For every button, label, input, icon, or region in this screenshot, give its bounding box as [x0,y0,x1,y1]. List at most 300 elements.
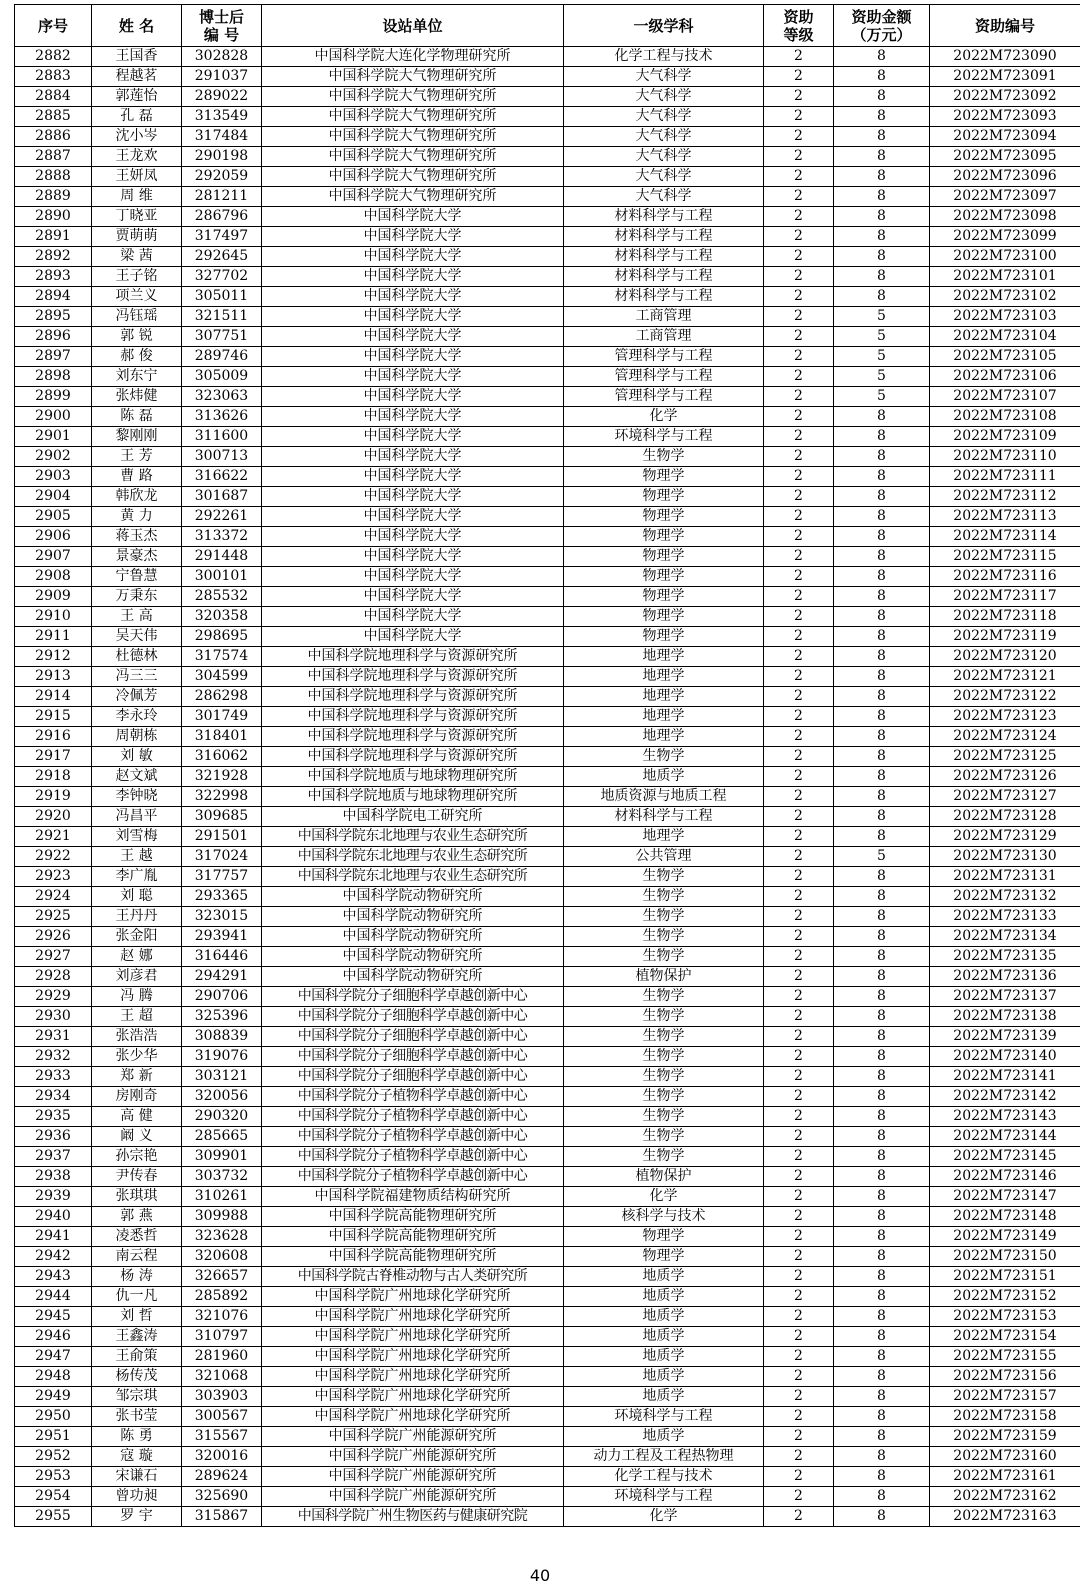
cell-amount: 5 [834,327,930,347]
cell-unit: 中国科学院大连化学物理研究所 [262,47,564,67]
cell-funding-no: 2022M723091 [930,67,1080,87]
cell-subject: 生物学 [564,927,764,947]
table-row [15,367,1080,387]
cell-funding-no: 2022M723103 [930,307,1080,327]
cell-level: 2 [764,967,834,987]
cell-unit: 中国科学院动物研究所 [262,947,564,967]
cell-postdoc-no: 290320 [182,1107,262,1127]
cell-unit: 中国科学院大学 [262,327,564,347]
cell-subject: 材料科学与工程 [564,227,764,247]
cell-funding-no: 2022M723136 [930,967,1080,987]
cell-postdoc-no: 321511 [182,307,262,327]
cell-funding-no: 2022M723163 [930,1507,1080,1527]
cell-name: 冯 腾 [92,987,182,1007]
table-row [15,907,1080,927]
cell-seq: 2921 [15,827,92,847]
cell-level: 2 [764,187,834,207]
cell-unit: 中国科学院大学 [262,487,564,507]
cell-name: 韩欣龙 [92,487,182,507]
cell-seq: 2954 [15,1487,92,1507]
cell-level: 2 [764,807,834,827]
cell-level: 2 [764,467,834,487]
cell-name: 郭 燕 [92,1207,182,1227]
cell-seq: 2909 [15,587,92,607]
cell-level: 2 [764,1027,834,1047]
cell-funding-no: 2022M723127 [930,787,1080,807]
cell-amount: 5 [834,387,930,407]
cell-funding-no: 2022M723105 [930,347,1080,367]
cell-subject: 生物学 [564,887,764,907]
cell-seq: 2933 [15,1067,92,1087]
cell-postdoc-no: 289022 [182,87,262,107]
cell-seq: 2896 [15,327,92,347]
cell-funding-no: 2022M723098 [930,207,1080,227]
cell-name: 仇一凡 [92,1287,182,1307]
table-row [15,567,1080,587]
cell-name: 尹传春 [92,1167,182,1187]
cell-subject: 地质学 [564,1427,764,1447]
header-amount-line2: （万元） [851,25,912,44]
cell-level: 2 [764,987,834,1007]
cell-amount: 8 [834,1247,930,1267]
cell-seq: 2883 [15,67,92,87]
cell-level: 2 [764,687,834,707]
cell-seq: 2951 [15,1427,92,1447]
table-row [15,527,1080,547]
cell-name: 王丹丹 [92,907,182,927]
cell-level: 2 [764,747,834,767]
cell-amount: 8 [834,1127,930,1147]
cell-seq: 2898 [15,367,92,387]
cell-subject: 地理学 [564,827,764,847]
cell-amount: 8 [834,887,930,907]
cell-funding-no: 2022M723114 [930,527,1080,547]
cell-name: 孔 磊 [92,107,182,127]
cell-level: 2 [764,227,834,247]
cell-subject: 物理学 [564,467,764,487]
cell-postdoc-no: 290706 [182,987,262,1007]
cell-name: 杜德林 [92,647,182,667]
cell-level: 2 [764,267,834,287]
cell-name: 周 维 [92,187,182,207]
cell-amount: 8 [834,427,930,447]
cell-subject: 生物学 [564,1107,764,1127]
cell-postdoc-no: 291448 [182,547,262,567]
cell-subject: 大气科学 [564,127,764,147]
cell-seq: 2888 [15,167,92,187]
table-row [15,1487,1080,1507]
cell-level: 2 [764,507,834,527]
cell-name: 赵文斌 [92,767,182,787]
cell-level: 2 [764,1427,834,1447]
cell-name: 张琪琪 [92,1187,182,1207]
cell-subject: 大气科学 [564,167,764,187]
cell-name: 景豪杰 [92,547,182,567]
cell-funding-no: 2022M723096 [930,167,1080,187]
cell-level: 2 [764,1207,834,1227]
cell-postdoc-no: 313549 [182,107,262,127]
cell-name: 王鑫涛 [92,1327,182,1347]
cell-subject: 物理学 [564,627,764,647]
table-row [15,627,1080,647]
header-seq: 序号 [15,5,92,47]
cell-seq: 2886 [15,127,92,147]
table-row [15,1147,1080,1167]
cell-name: 刘东宁 [92,367,182,387]
cell-level: 2 [764,1507,834,1527]
cell-postdoc-no: 323628 [182,1227,262,1247]
cell-amount: 8 [834,67,930,87]
cell-level: 2 [764,1047,834,1067]
cell-unit: 中国科学院大学 [262,367,564,387]
cell-seq: 2935 [15,1107,92,1127]
cell-seq: 2930 [15,1007,92,1027]
cell-unit: 中国科学院地理科学与资源研究所 [262,727,564,747]
cell-funding-no: 2022M723162 [930,1487,1080,1507]
cell-postdoc-no: 302828 [182,47,262,67]
cell-seq: 2918 [15,767,92,787]
cell-subject: 地质资源与地质工程 [564,787,764,807]
cell-seq: 2948 [15,1367,92,1387]
cell-seq: 2929 [15,987,92,1007]
cell-name: 王俞策 [92,1347,182,1367]
cell-name: 王妍凤 [92,167,182,187]
table-row [15,547,1080,567]
table-row [15,47,1080,67]
cell-name: 王子铭 [92,267,182,287]
cell-subject: 地质学 [564,1327,764,1347]
cell-amount: 8 [834,627,930,647]
cell-funding-no: 2022M723144 [930,1127,1080,1147]
cell-amount: 8 [834,707,930,727]
cell-level: 2 [764,247,834,267]
cell-unit: 中国科学院东北地理与农业生态研究所 [262,847,564,867]
cell-unit: 中国科学院高能物理研究所 [262,1227,564,1247]
cell-funding-no: 2022M723120 [930,647,1080,667]
cell-subject: 地质学 [564,1367,764,1387]
cell-subject: 环境科学与工程 [564,1487,764,1507]
cell-funding-no: 2022M723130 [930,847,1080,867]
cell-name: 宋谦石 [92,1467,182,1487]
cell-postdoc-no: 317757 [182,867,262,887]
cell-subject: 材料科学与工程 [564,287,764,307]
cell-postdoc-no: 309685 [182,807,262,827]
cell-seq: 2904 [15,487,92,507]
cell-amount: 8 [834,767,930,787]
cell-seq: 2950 [15,1407,92,1427]
cell-unit: 中国科学院福建物质结构研究所 [262,1187,564,1207]
cell-subject: 生物学 [564,1127,764,1147]
cell-subject: 地理学 [564,707,764,727]
cell-amount: 8 [834,1367,930,1387]
cell-amount: 8 [834,1047,930,1067]
cell-unit: 中国科学院分子植物科学卓越创新中心 [262,1087,564,1107]
cell-name: 张少华 [92,1047,182,1067]
cell-name: 曾功昶 [92,1487,182,1507]
cell-postdoc-no: 304599 [182,667,262,687]
table-row [15,1067,1080,1087]
cell-funding-no: 2022M723121 [930,667,1080,687]
cell-seq: 2900 [15,407,92,427]
header-level [764,5,834,47]
cell-seq: 2911 [15,627,92,647]
cell-funding-no: 2022M723116 [930,567,1080,587]
cell-unit: 中国科学院分子细胞科学卓越创新中心 [262,987,564,1007]
table-header [15,5,1080,47]
cell-amount: 8 [834,107,930,127]
cell-postdoc-no: 285892 [182,1287,262,1307]
cell-level: 2 [764,1127,834,1147]
cell-unit: 中国科学院广州能源研究所 [262,1487,564,1507]
cell-postdoc-no: 290198 [182,147,262,167]
cell-subject: 生物学 [564,867,764,887]
table-row [15,207,1080,227]
cell-amount: 8 [834,687,930,707]
cell-name: 项兰义 [92,287,182,307]
cell-subject: 大气科学 [564,147,764,167]
cell-unit: 中国科学院大学 [262,587,564,607]
cell-name: 黎刚刚 [92,427,182,447]
cell-unit: 中国科学院地质与地球物理研究所 [262,767,564,787]
table-row [15,1287,1080,1307]
cell-seq: 2889 [15,187,92,207]
cell-subject: 环境科学与工程 [564,427,764,447]
cell-level: 2 [764,1227,834,1247]
cell-amount: 8 [834,1067,930,1087]
cell-unit: 中国科学院大学 [262,287,564,307]
cell-level: 2 [764,567,834,587]
cell-seq: 2902 [15,447,92,467]
table-row [15,1007,1080,1027]
cell-unit: 中国科学院大学 [262,547,564,567]
table-row [15,1127,1080,1147]
cell-name: 邹宗琪 [92,1387,182,1407]
cell-postdoc-no: 316622 [182,467,262,487]
cell-amount: 8 [834,447,930,467]
cell-funding-no: 2022M723094 [930,127,1080,147]
cell-subject: 生物学 [564,447,764,467]
table-row [15,647,1080,667]
cell-funding-no: 2022M723113 [930,507,1080,527]
cell-unit: 中国科学院大学 [262,207,564,227]
cell-amount: 8 [834,927,930,947]
cell-postdoc-no: 320608 [182,1247,262,1267]
cell-subject: 生物学 [564,1147,764,1167]
cell-subject: 核科学与技术 [564,1207,764,1227]
table-row [15,247,1080,267]
cell-amount: 8 [834,87,930,107]
cell-level: 2 [764,707,834,727]
cell-funding-no: 2022M723142 [930,1087,1080,1107]
cell-seq: 2941 [15,1227,92,1247]
cell-postdoc-no: 298695 [182,627,262,647]
table-row [15,447,1080,467]
cell-name: 王 超 [92,1007,182,1027]
table-row [15,707,1080,727]
cell-seq: 2955 [15,1507,92,1527]
cell-postdoc-no: 311600 [182,427,262,447]
cell-name: 程越茗 [92,67,182,87]
cell-seq: 2906 [15,527,92,547]
cell-seq: 2892 [15,247,92,267]
cell-funding-no: 2022M723148 [930,1207,1080,1227]
cell-amount: 8 [834,1027,930,1047]
cell-postdoc-no: 317024 [182,847,262,867]
cell-unit: 中国科学院广州地球化学研究所 [262,1347,564,1367]
cell-funding-no: 2022M723107 [930,387,1080,407]
cell-amount: 8 [834,867,930,887]
cell-postdoc-no: 300713 [182,447,262,467]
cell-postdoc-no: 315867 [182,1507,262,1527]
cell-amount: 8 [834,1267,930,1287]
cell-subject: 地质学 [564,767,764,787]
table-row [15,1267,1080,1287]
cell-name: 刘 聪 [92,887,182,907]
cell-level: 2 [764,87,834,107]
cell-seq: 2942 [15,1247,92,1267]
cell-funding-no: 2022M723110 [930,447,1080,467]
cell-seq: 2910 [15,607,92,627]
cell-postdoc-no: 303732 [182,1167,262,1187]
cell-unit: 中国科学院大气物理研究所 [262,87,564,107]
table-row [15,227,1080,247]
cell-postdoc-no: 323015 [182,907,262,927]
cell-postdoc-no: 320056 [182,1087,262,1107]
cell-seq: 2907 [15,547,92,567]
cell-funding-no: 2022M723152 [930,1287,1080,1307]
cell-level: 2 [764,847,834,867]
cell-name: 王龙欢 [92,147,182,167]
cell-amount: 8 [834,567,930,587]
cell-postdoc-no: 309901 [182,1147,262,1167]
cell-postdoc-no: 289624 [182,1467,262,1487]
cell-level: 2 [764,1107,834,1127]
cell-funding-no: 2022M723097 [930,187,1080,207]
cell-unit: 中国科学院大学 [262,227,564,247]
table-row [15,1187,1080,1207]
cell-name: 房刚奇 [92,1087,182,1107]
cell-subject: 化学工程与技术 [564,1467,764,1487]
header-amount-line1: 资助金额 [851,7,912,26]
cell-name: 王 高 [92,607,182,627]
cell-amount: 8 [834,207,930,227]
cell-level: 2 [764,447,834,467]
cell-name: 吴天伟 [92,627,182,647]
cell-name: 宁鲁慧 [92,567,182,587]
table-row [15,187,1080,207]
cell-funding-no: 2022M723090 [930,47,1080,67]
cell-seq: 2894 [15,287,92,307]
cell-subject: 地质学 [564,1267,764,1287]
cell-unit: 中国科学院分子植物科学卓越创新中心 [262,1147,564,1167]
cell-funding-no: 2022M723125 [930,747,1080,767]
cell-subject: 物理学 [564,1247,764,1267]
cell-level: 2 [764,67,834,87]
table-row [15,727,1080,747]
cell-funding-no: 2022M723154 [930,1327,1080,1347]
cell-postdoc-no: 292645 [182,247,262,267]
table-row [15,407,1080,427]
cell-postdoc-no: 305011 [182,287,262,307]
cell-funding-no: 2022M723149 [930,1227,1080,1247]
cell-subject: 生物学 [564,1087,764,1107]
cell-seq: 2945 [15,1307,92,1327]
cell-level: 2 [764,107,834,127]
cell-postdoc-no: 294291 [182,967,262,987]
cell-funding-no: 2022M723157 [930,1387,1080,1407]
cell-subject: 生物学 [564,1007,764,1027]
cell-level: 2 [764,1067,834,1087]
cell-amount: 8 [834,187,930,207]
cell-postdoc-no: 318401 [182,727,262,747]
cell-amount: 8 [834,1327,930,1347]
cell-postdoc-no: 286796 [182,207,262,227]
cell-unit: 中国科学院大学 [262,267,564,287]
cell-level: 2 [764,1327,834,1347]
cell-name: 孙宗艳 [92,1147,182,1167]
cell-seq: 2952 [15,1447,92,1467]
table-row [15,847,1080,867]
cell-seq: 2946 [15,1327,92,1347]
cell-unit: 中国科学院分子细胞科学卓越创新中心 [262,1047,564,1067]
cell-name: 寇 璇 [92,1447,182,1467]
header-postdoc-line2: 编 号 [203,25,240,44]
cell-subject: 材料科学与工程 [564,207,764,227]
cell-postdoc-no: 325396 [182,1007,262,1027]
cell-funding-no: 2022M723146 [930,1167,1080,1187]
header-level-line2: 等级 [783,25,814,44]
cell-funding-no: 2022M723128 [930,807,1080,827]
cell-amount: 8 [834,267,930,287]
cell-subject: 环境科学与工程 [564,1407,764,1427]
cell-funding-no: 2022M723100 [930,247,1080,267]
cell-unit: 中国科学院地理科学与资源研究所 [262,687,564,707]
table-row [15,1327,1080,1347]
cell-seq: 2949 [15,1387,92,1407]
table-row [15,1507,1080,1527]
cell-level: 2 [764,1367,834,1387]
cell-name: 郭莲怡 [92,87,182,107]
cell-amount: 8 [834,1507,930,1527]
table-row [15,1047,1080,1067]
header-name: 姓 名 [92,5,182,47]
cell-amount: 8 [834,467,930,487]
cell-name: 周朝栋 [92,727,182,747]
cell-level: 2 [764,1307,834,1327]
cell-postdoc-no: 281211 [182,187,262,207]
cell-level: 2 [764,1147,834,1167]
cell-amount: 5 [834,347,930,367]
cell-name: 冯三三 [92,667,182,687]
cell-unit: 中国科学院大学 [262,567,564,587]
cell-level: 2 [764,647,834,667]
cell-name: 王 越 [92,847,182,867]
table-row [15,507,1080,527]
cell-unit: 中国科学院广州能源研究所 [262,1467,564,1487]
cell-level: 2 [764,587,834,607]
cell-seq: 2895 [15,307,92,327]
cell-amount: 8 [834,727,930,747]
cell-seq: 2936 [15,1127,92,1147]
cell-funding-no: 2022M723109 [930,427,1080,447]
cell-subject: 大气科学 [564,187,764,207]
cell-subject: 管理科学与工程 [564,387,764,407]
cell-level: 2 [764,1447,834,1467]
cell-amount: 8 [834,807,930,827]
cell-funding-no: 2022M723117 [930,587,1080,607]
cell-unit: 中国科学院分子植物科学卓越创新中心 [262,1107,564,1127]
cell-subject: 化学工程与技术 [564,47,764,67]
